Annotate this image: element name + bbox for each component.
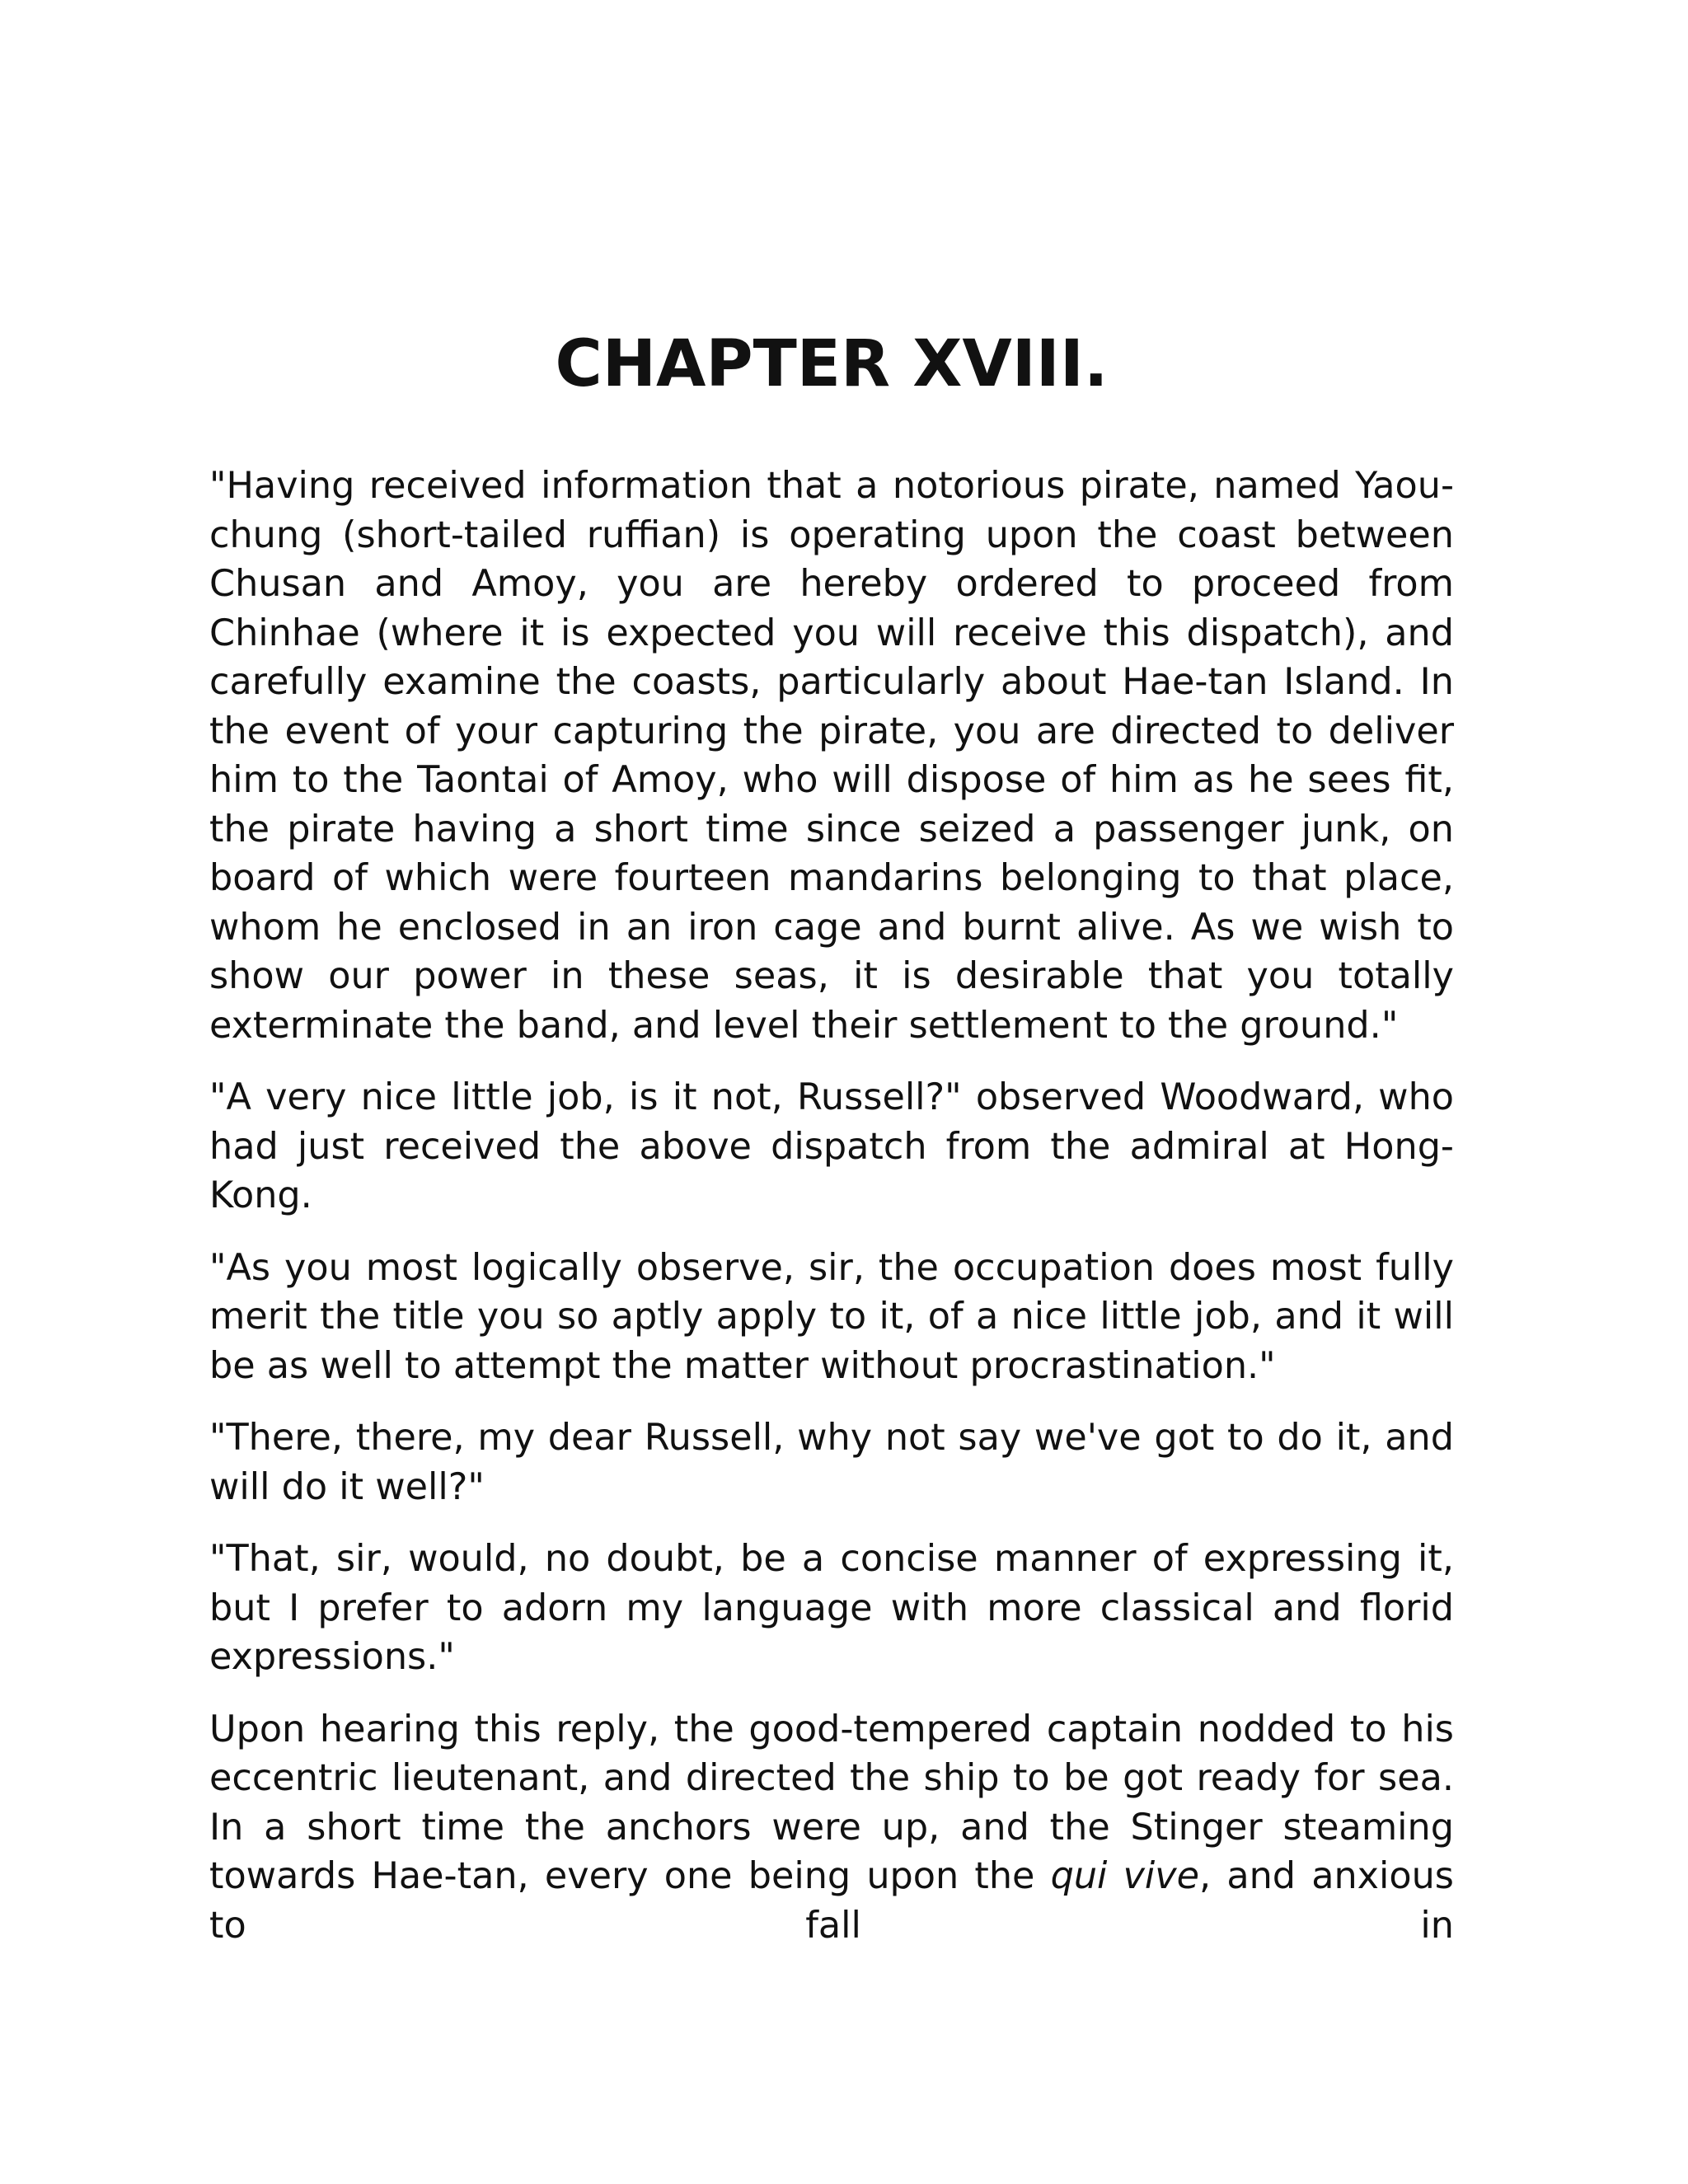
chapter-body — [209, 462, 1454, 1973]
paragraph-russell-classical: "That, sir, would, no doubt, be a concise manner of expressing it, but I prefer to adorn my language with more classical and florid expressions." — [209, 1538, 1454, 1678]
chapter-title: CHAPTER XVIII. — [555, 327, 1109, 401]
paragraph-dispatch: "Having received information that a notorious pirate, named Yaou-chung (short-tailed ruffian) is operating upon the coast between Chusan and Amoy, you are hereby ordered to proceed from Chinhae (where it is expected you will receive this dispatch), and carefully examine the coasts, particularly about Hae-tan Island. In the event of your capturing the pirate, you are directed to deliver him to the Taontai of Amoy, who will dispose of him as he sees fit, the pirate having a short time since seized a passenger junk, on board of which were fourteen mandarins belonging to that place, whom he enclosed in an iron cage and burnt alive. As we wish to show our power in these seas, it is desirable that you totally exterminate the band, and level their settlement to the ground." — [209, 465, 1454, 1047]
paragraph-woodward-remark: "A very nice little job, is it not, Russell?" observed Woodward, who had just received the above dispatch from the admiral at Hong-Kong. — [209, 1076, 1454, 1216]
paragraph-russell-reply: "As you most logically observe, sir, the occupation does most fully merit the title you so aptly apply to it, of a nice little job, and it will be as well to attempt the matter without procrastination." — [209, 1246, 1454, 1387]
narrative-text-after: , and anxious to fall in — [209, 1855, 1454, 1947]
narrative-text-before: Upon hearing this reply, the good-tempered captain nodded to his eccentric lieutenant, and directed the ship to be got ready for sea. In a short time the anchors were up, and the Stinger steaming towards Hae-tan, every one being upon the — [209, 1708, 1454, 1897]
narrative-italic-phrase: qui vive — [1050, 1855, 1199, 1897]
paragraph-woodward-retort: "There, there, my dear Russell, why not say we've got to do it, and will do it well?" — [209, 1417, 1454, 1508]
paragraph-narrative — [209, 1705, 1454, 1951]
